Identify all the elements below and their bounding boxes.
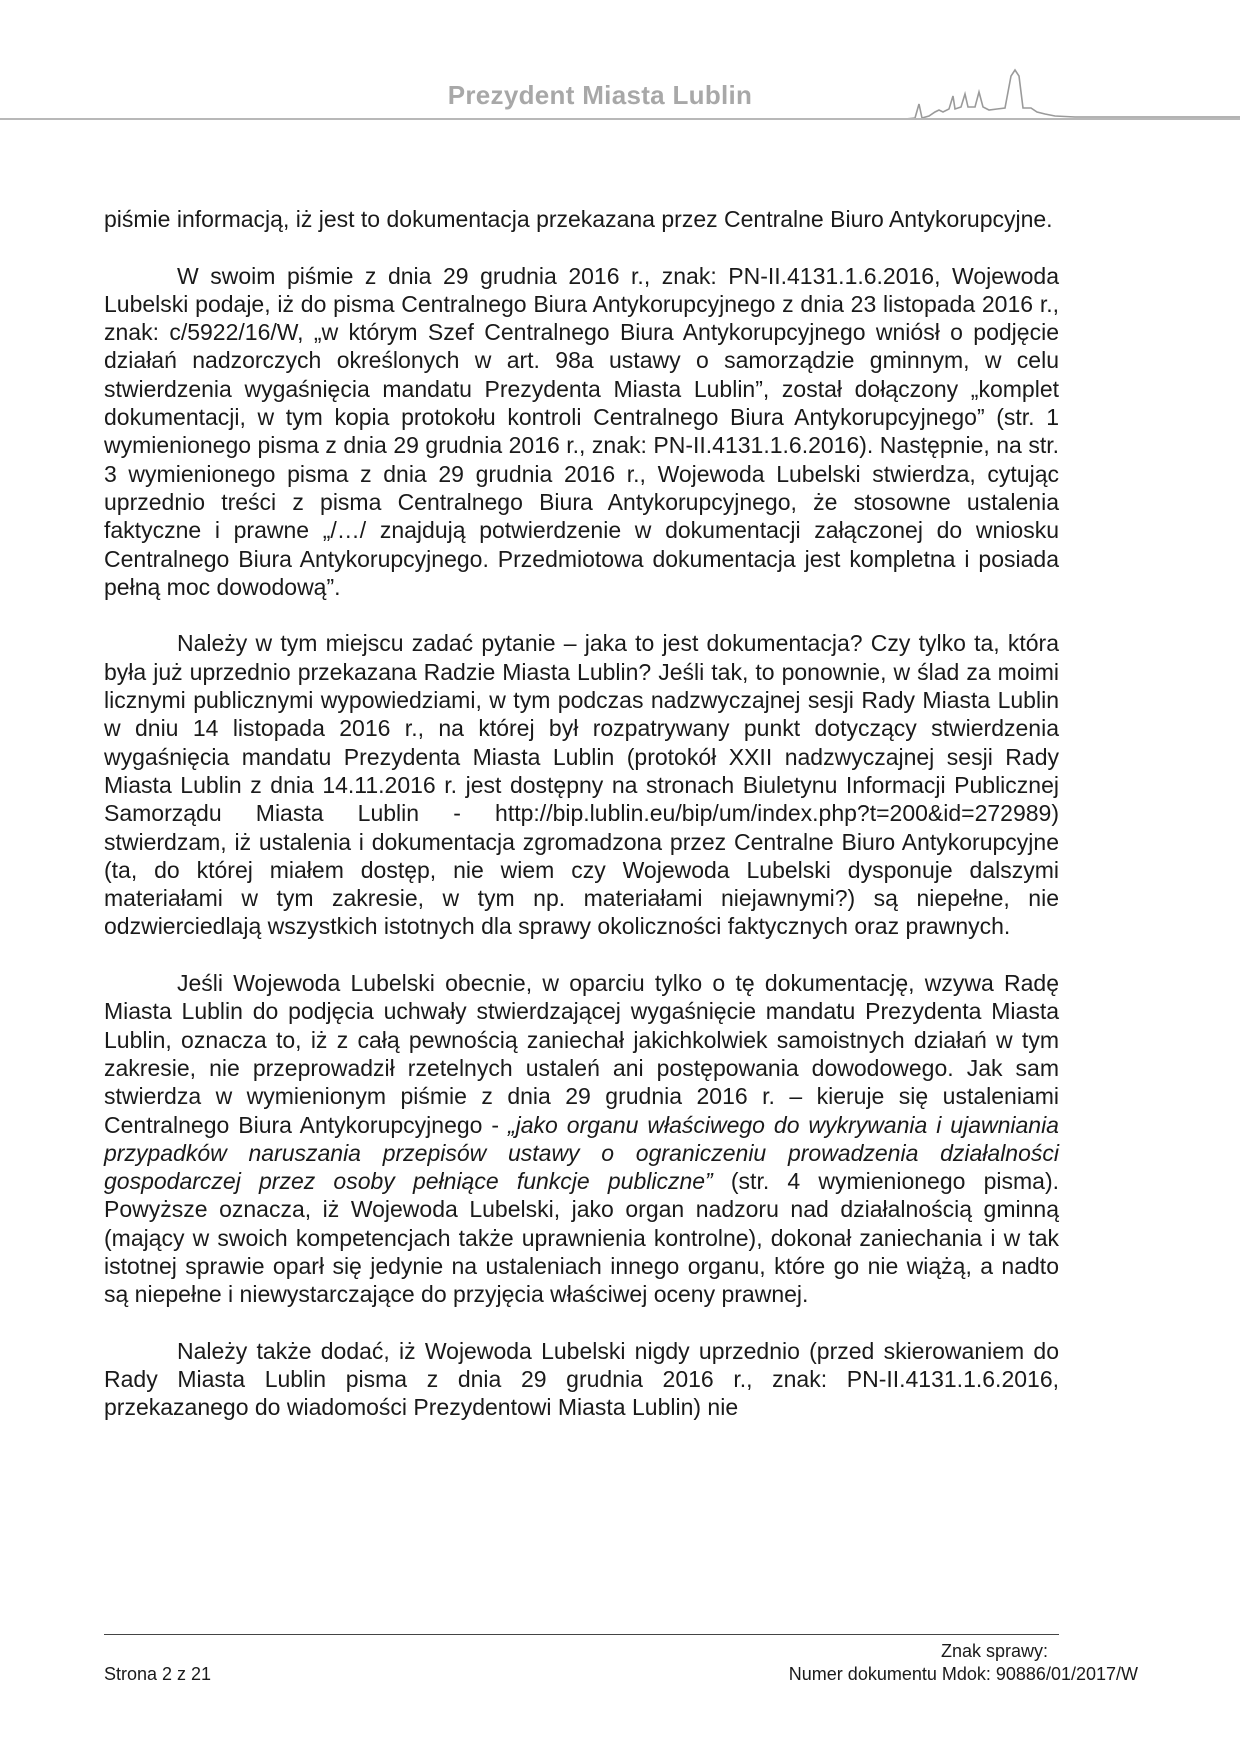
paragraph-4-text-a: Jeśli Wojewoda Lubelski obecnie, w oparciu tylko o tę dokumentację, wzywa Radę Miasta Lublin do podjęcia uchwały stwierdzającej wygaśnięcie mandatu Prezydenta Miasta Lublin, oznacza to, iż z całą pewnością zaniechał jakichkolwiek samoistnych działań w tym zakresie, nie przeprowadził rzetelnych ustaleń ani postępowania dowodowego. Jak sam stwierdza w wymienionym piśmie z dnia 29 grudnia 2016 r. – kieruje się ustaleniami Centralnego Biura Antykorupcyjnego - (104, 970, 1059, 1138)
footer-divider (104, 1634, 1059, 1635)
header-divider (0, 118, 940, 120)
header-title: Prezydent Miasta Lublin (447, 80, 753, 110)
page-number: Strona 2 z 21 (104, 1664, 212, 1684)
footer-document-info (788, 1640, 1138, 1686)
city-skyline-icon (905, 66, 1240, 126)
paragraph-3: Należy w tym miejscu zadać pytanie – jaka to jest dokumentacja? Czy tylko ta, która była już uprzednio przekazana Radzie Miasta Lublin? Jeśli tak, to ponownie, w ślad za moimi licznymi publicznymi wypowiedziami, w tym podczas nadzwyczajnej sesji Rady Miasta Lublin w dniu 14 listopada 2016 r., na której był rozpatrywany punkt dotyczący stwierdzenia wygaśnięcia mandatu Prezydenta Miasta Lublin (protokół XXII nadzwyczajnej sesji Rady Miasta Lublin z dnia 14.11.2016 r. jest dostępny na stronach Biuletynu Informacji Publicznej Samorządu Miasta Lublin - http://bip.lublin.eu/bip/um/index.php?t=200&id=272989) stwierdzam, iż ustalenia i dokumentacja zgromadzona przez Centralne Biuro Antykorupcyjne (ta, do której miałem dostęp, nie wiem czy Wojewoda Lubelski dysponuje dalszymi materiałami w tym zakresie, w tym np. materiałami niejawnymi?) są niepełne, nie odzwierciedlają wszystkich istotnych dla sprawy okoliczności faktycznych oraz prawnych. (104, 630, 1059, 940)
paragraph-2: W swoim piśmie z dnia 29 grudnia 2016 r., znak: PN-II.4131.1.6.2016, Wojewoda Lubelski podaje, iż do pisma Centralnego Biura Antykorupcyjnego z dnia 23 listopada 2016 r., znak: c/5922/16/W, „w którym Szef Centralnego Biura Antykorupcyjnego wniósł o podjęcie działań nadzorczych określonych w art. 98a ustawy o samorządzie gminnym, w celu stwierdzenia wygaśnięcia mandatu Prezydenta Miasta Lublin”, został dołączony „komplet dokumentacji, w tym kopia protokołu kontroli Centralnego Biura Antykorupcyjnego” (str. 1 wymienionego pisma z dnia 29 grudnia 2016 r., znak: PN-II.4131.1.6.2016). Następnie, na str. 3 wymienionego pisma z dnia 29 grudnia 2016 r., Wojewoda Lubelski stwierdza, cytując uprzednio treści z pisma Centralnego Biura Antykorupcyjnego, że stosowne ustalenia faktyczne i prawne „/…/ znajdują potwierdzenie w dokumentacji załączonej do wniosku Centralnego Biura Antykorupcyjnego. Przedmiotowa dokumentacja jest kompletna i posiada pełną moc dowodową”. (104, 262, 1059, 600)
paragraph-4 (104, 969, 1059, 1309)
letter-body (104, 205, 1059, 1450)
document-number: Numer dokumentu Mdok: 90886/01/2017/W (788, 1664, 1138, 1684)
paragraph-1: piśmie informacją, iż jest to dokumentacja przekazana przez Centralne Biuro Antykorupcyjne. (104, 206, 1053, 232)
case-number-label: Znak sprawy: (940, 1641, 1048, 1661)
paragraph-4-text-b: (str. 4 wymienionego pisma). Powyższe oznacza, iż Wojewoda Lubelski, jako organ nadzoru nad działalnością gminną (mający w swoich kompetencjach także uprawnienia kontrolne), dokonał zaniechania i w tak istotnej sprawie oparł się jedynie na ustaleniach innego organu, które go nie wiążą, a nadto są niepełne i niewystarczające do przyjęcia właściwej oceny prawnej. (104, 1168, 1059, 1308)
paragraph-5: Należy także dodać, iż Wojewoda Lubelski nigdy uprzednio (przed skierowaniem do Rady Miasta Lublin pisma z dnia 29 grudnia 2016 r., znak: PN-II.4131.1.6.2016, przekazanego do wiadomości Prezydentowi Miasta Lublin) nie (104, 1337, 1059, 1421)
paragraph-4-quote: „jako organu właściwego do wykrywania i ujawniania przypadków naruszania przepisów ustawy o ograniczeniu prowadzenia działalności gospodarczej przez osoby pełniące funkcje publiczne” (104, 1111, 1059, 1195)
